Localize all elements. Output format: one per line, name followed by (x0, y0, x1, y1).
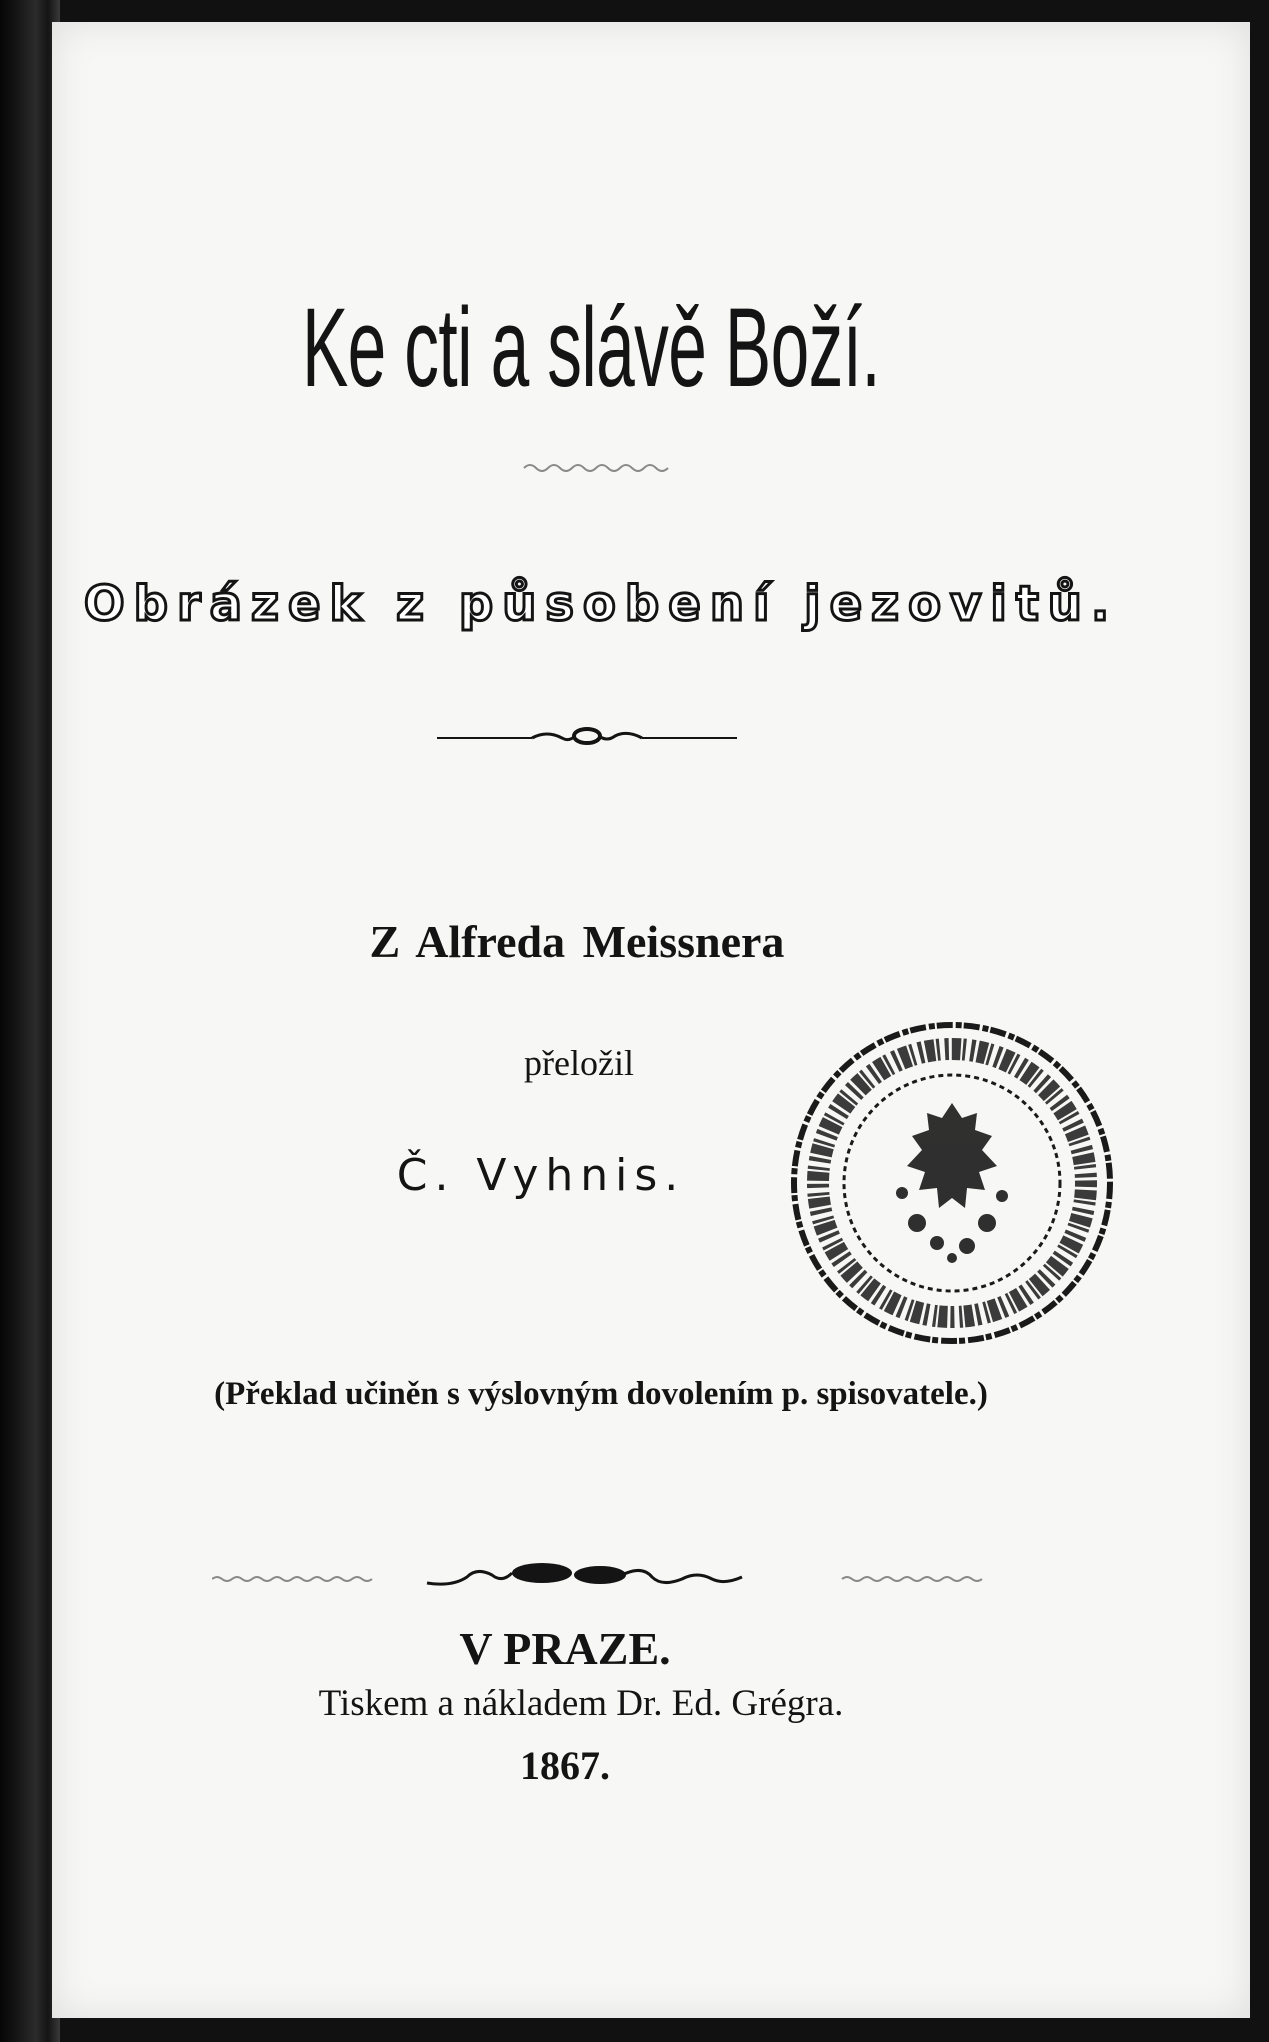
permission-note: (Překlad učiněn s výslovným dovolením p. spisovatele.) (214, 1376, 988, 1412)
book-binding (0, 0, 60, 2042)
flourish-divider-ornament (437, 722, 737, 752)
book-subtitle: Obrázek z působení jezovitů. (83, 576, 1119, 632)
book-title: Ke cti a slávě Boží. (301, 285, 881, 410)
author-line: Z Alfreda Meissnera (369, 916, 785, 967)
imprint-year: 1867. (520, 1743, 610, 1788)
decorative-scroll-ornament (212, 1557, 1002, 1597)
imprint-place: V PRAZE. (459, 1623, 671, 1674)
translator-name: Č. Vyhnis. (396, 1150, 686, 1201)
imprint-publisher: Tiskem a nákladem Dr. Ed. Grégra. (318, 1683, 844, 1724)
small-wave-ornament (522, 458, 682, 478)
title-page-sheet (52, 22, 1250, 2018)
library-stamp-seal (787, 1018, 1117, 1348)
translated-by-label: přeložil (524, 1043, 634, 1083)
